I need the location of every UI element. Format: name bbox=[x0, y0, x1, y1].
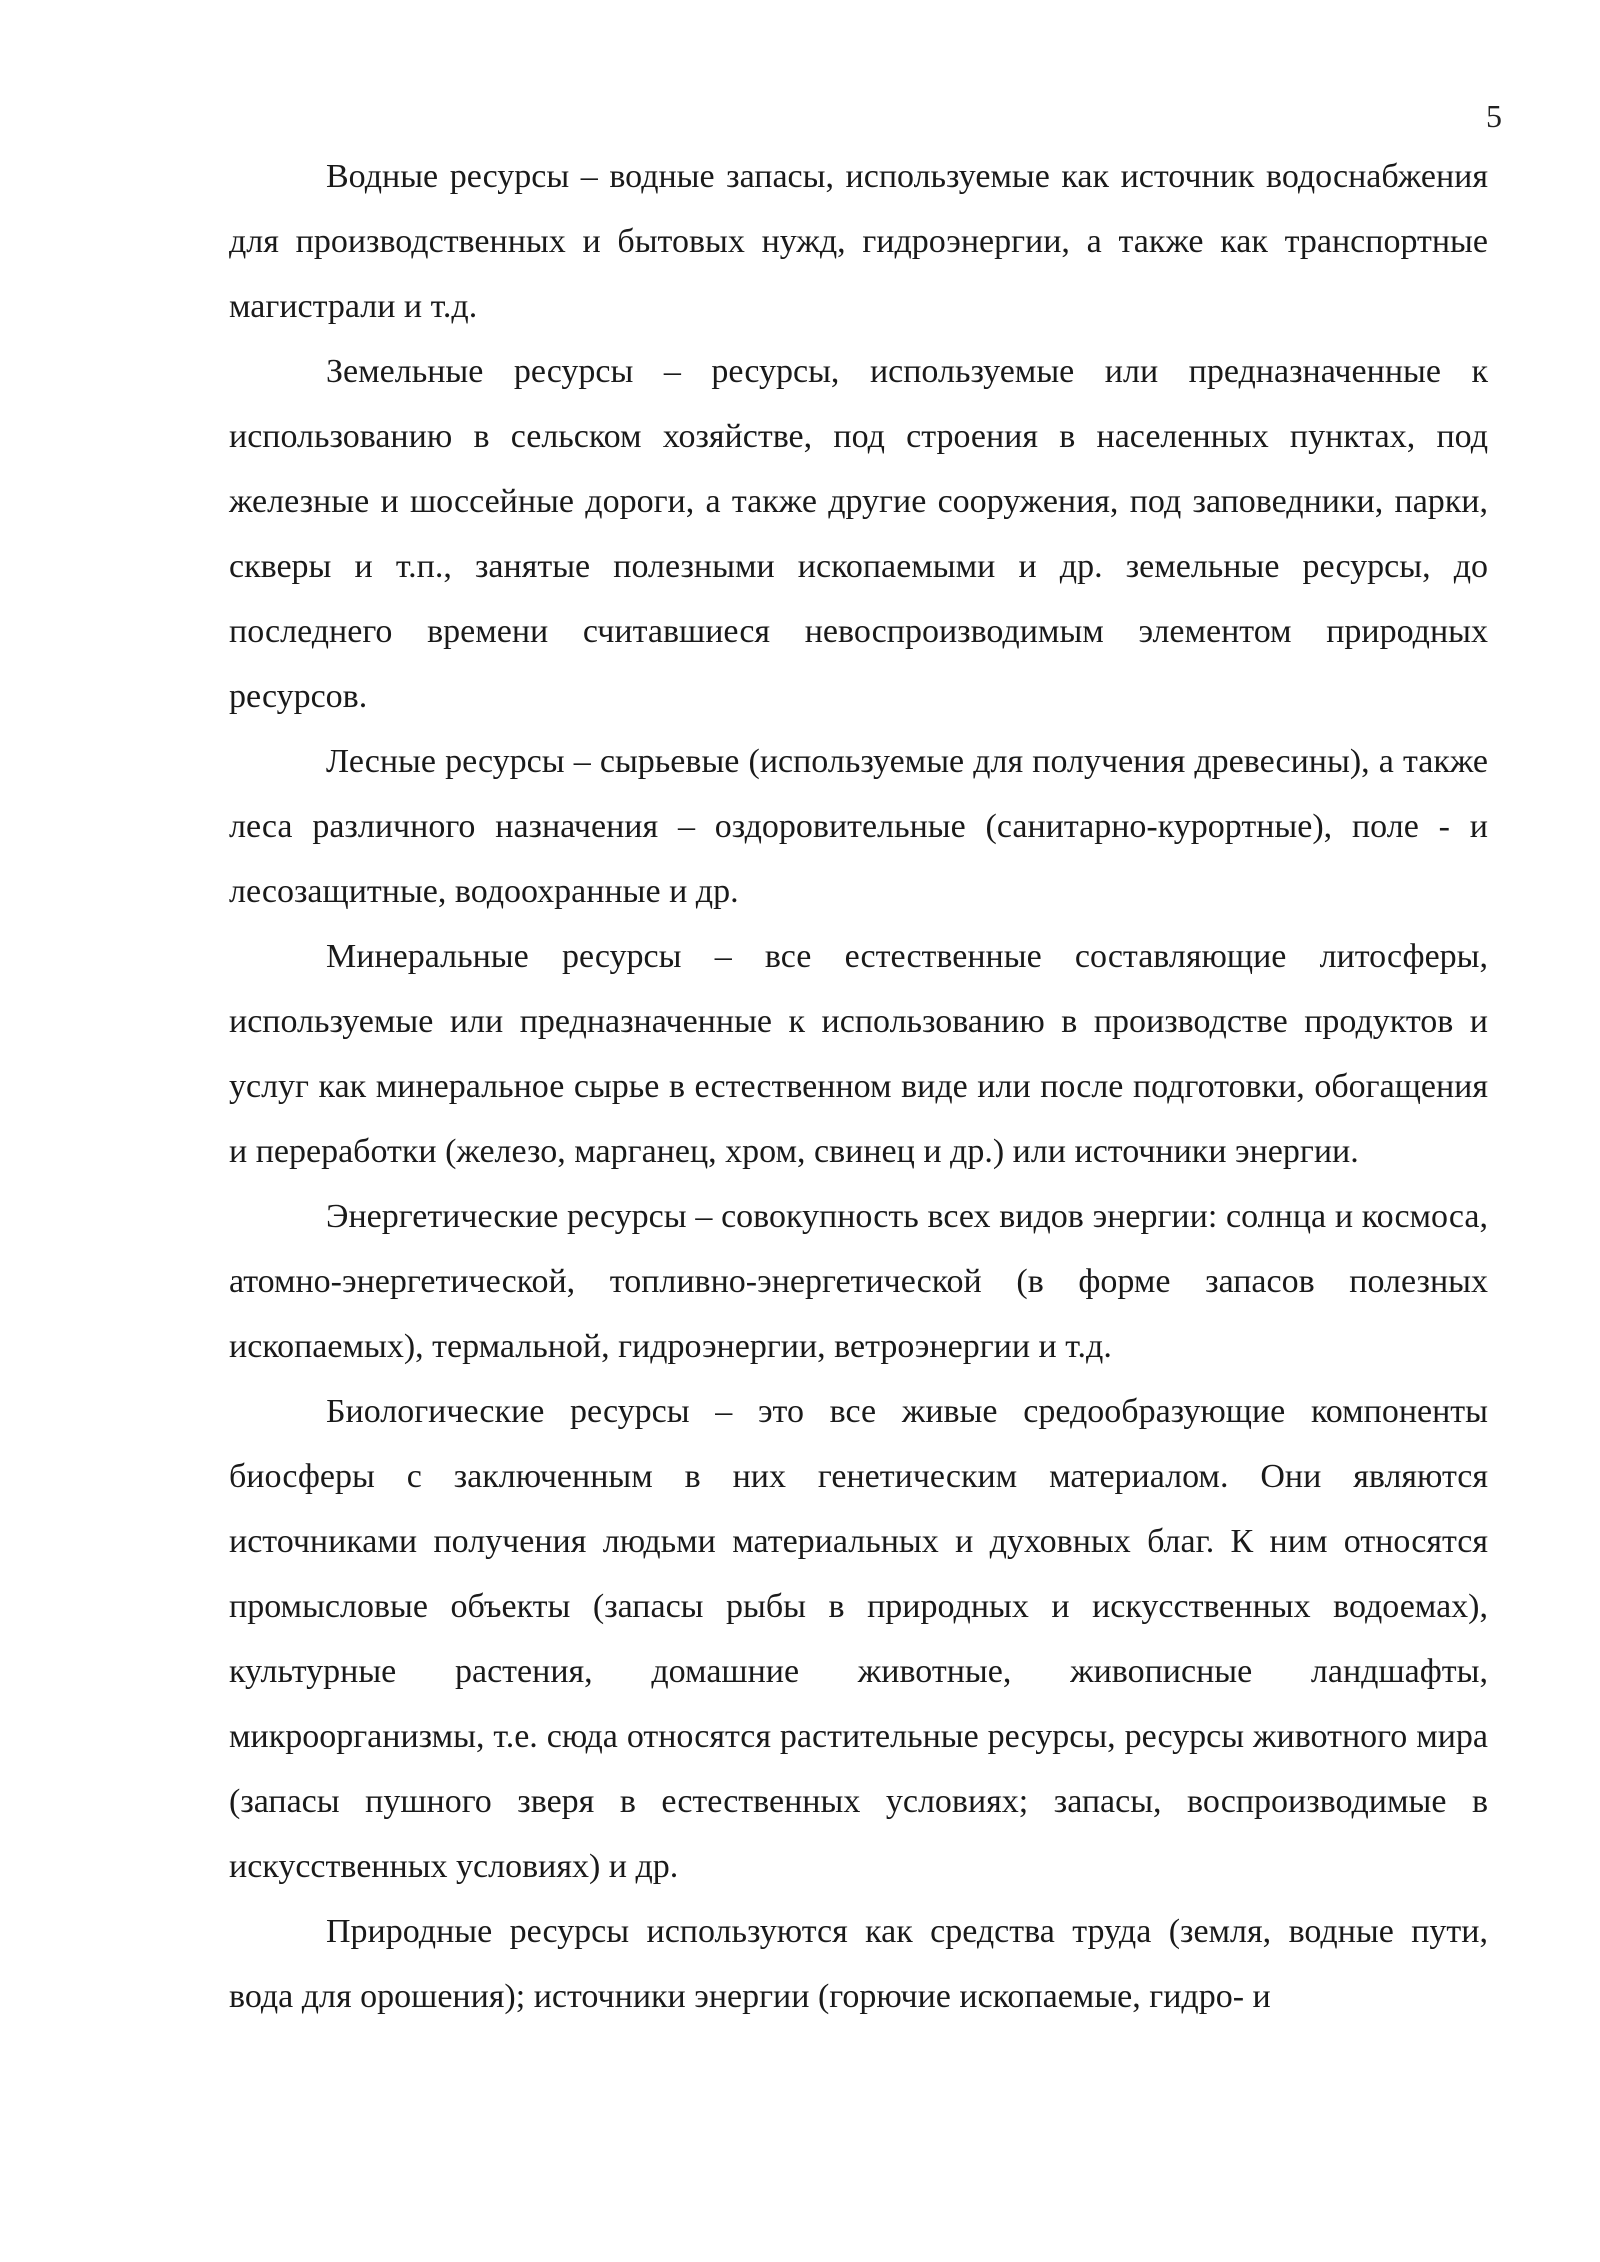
paragraph-water-resources: Водные ресурсы – водные запасы, используемые как источник водоснабжения для производственных и бытовых нужд, гидроэнергии, а также как транспортные магистрали и т.д. bbox=[229, 158, 1488, 325]
paragraph-land-resources: Земельные ресурсы – ресурсы, используемые или предназначенные к использованию в сельском хозяйстве, под строения в населенных пунктах, под железные и шоссейные дороги, а также другие сооружения, под заповедники, парки, скверы и т.п., занятые полезными ископаемыми и др. земельные ресурсы, до последнего времени считавшиеся невоспроизводимым элементом природных ресурсов. bbox=[229, 353, 1488, 715]
document-body bbox=[229, 144, 1488, 2029]
paragraph-natural-resources-usage: Природные ресурсы используются как средства труда (земля, водные пути, вода для орошения); источники энергии (горючие ископаемые, гидро- и bbox=[229, 1913, 1488, 2015]
paragraph-energy-resources: Энергетические ресурсы – совокупность всех видов энергии: солнца и космоса, атомно-энергетической, топливно-энергетической (в форме запасов полезных ископаемых), термальной, гидроэнергии, ветроэнергии и т.д. bbox=[229, 1198, 1488, 1365]
paragraph-biological-resources: Биологические ресурсы – это все живые средообразующие компоненты биосферы с заключенным в них генетическим материалом. Они являются источниками получения людьми материальных и духовных благ. К ним относятся промысловые объекты (запасы рыбы в природных и искусственных водоемах), культурные растения, домашние животные, живописные ландшафты, микроорганизмы, т.е. сюда относятся растительные ресурсы, ресурсы животного мира (запасы пушного зверя в естественных условиях; запасы, воспроизводимые в искусственных условиях) и др. bbox=[229, 1393, 1488, 1885]
paragraph-forest-resources: Лесные ресурсы – сырьевые (используемые для получения древесины), а также леса различного назначения – оздоровительные (санитарно-курортные), поле - и лесозащитные, водоохранные и др. bbox=[229, 743, 1488, 910]
paragraph-mineral-resources: Минеральные ресурсы – все естественные составляющие литосферы, используемые или предназначенные к использованию в производстве продуктов и услуг как минеральное сырье в естественном виде или после подготовки, обогащения и переработки (железо, марганец, хром, свинец и др.) или источники энергии. bbox=[229, 938, 1488, 1170]
page-number: 5 bbox=[1486, 98, 1502, 134]
